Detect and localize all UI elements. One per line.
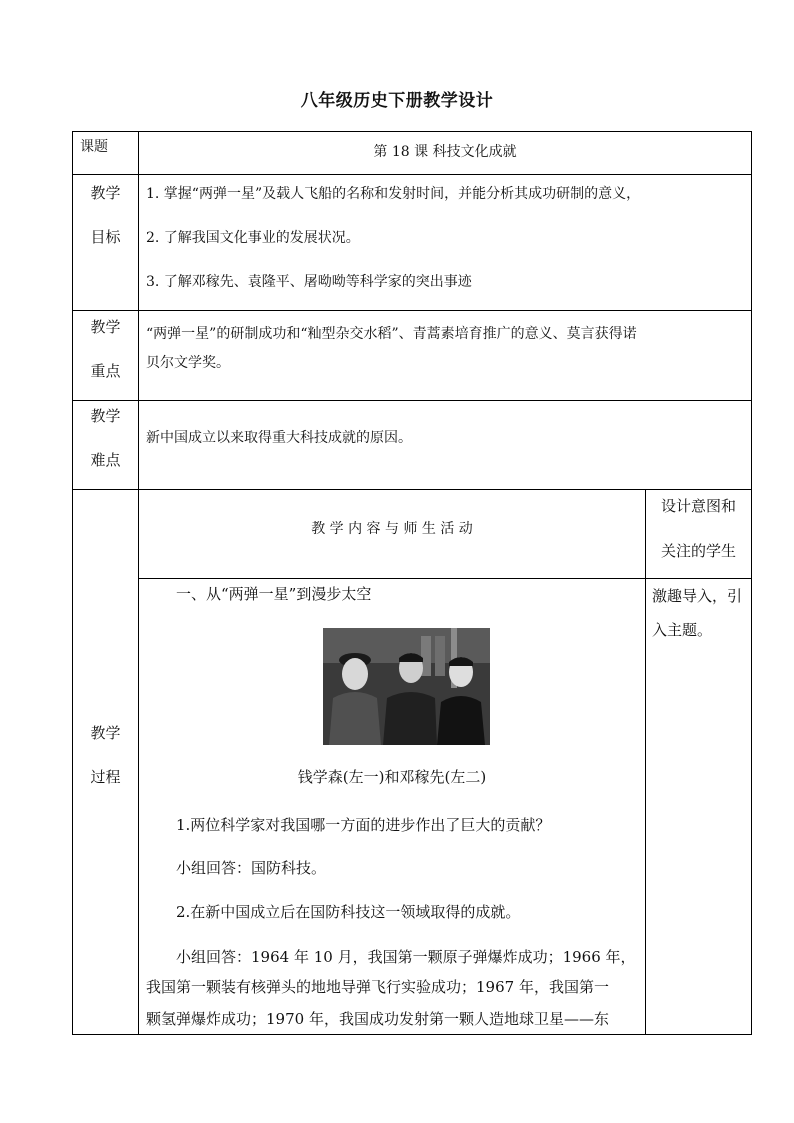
table-border-left: [72, 131, 73, 1035]
process-label-1: 教学: [90, 724, 121, 742]
document-title: 八年级历史下册教学设计: [300, 91, 494, 111]
table-row-divider: [72, 174, 752, 175]
scientists-photo-image: [323, 628, 490, 745]
topic-value: 第 18 课 科技文化成就: [373, 144, 517, 160]
goals-label-1: 教学: [90, 184, 121, 202]
answer-1: 小组回答：国防科技。: [176, 859, 327, 877]
goals-label-2: 目标: [90, 228, 121, 246]
difficulty-label-2: 难点: [90, 451, 121, 469]
table-row-divider: [72, 489, 752, 490]
difficulty-label-1: 教学: [90, 407, 121, 425]
table-row-divider: [72, 310, 752, 311]
table-border-bottom: [72, 1034, 752, 1035]
key-text-line-1: “两弹一星”的研制成功和“籼型杂交水稻”、青蒿素培育推广的意义、莫言获得诺: [146, 326, 637, 342]
goal-item-2: 2. 了解我国文化事业的发展状况。: [146, 230, 360, 246]
photo-caption: 钱学森(左一)和邓稼先(左二): [297, 768, 487, 786]
process-header-side-1: 设计意图和: [660, 497, 736, 515]
difficulty-text: 新中国成立以来取得重大科技成就的原因。: [146, 430, 412, 446]
scientists-photo: [323, 628, 490, 745]
process-label-2: 过程: [90, 768, 121, 786]
key-label-2: 重点: [90, 362, 121, 380]
goal-item-1: 1. 掌握“两弹一星”及载人飞船的名称和发射时间，并能分析其成功研制的意义，: [146, 186, 641, 202]
topic-label: 课题: [80, 139, 108, 155]
process-header-side-2: 关注的学生: [660, 542, 736, 560]
table-header-divider: [138, 578, 752, 579]
key-text-line-2: 贝尔文学奖。: [146, 355, 230, 371]
side-note-2: 入主题。: [652, 621, 713, 639]
key-label-1: 教学: [90, 318, 121, 336]
question-1: 1.两位科学家对我国哪一方面的进步作出了巨大的贡献？: [176, 816, 551, 834]
goal-item-3: 3. 了解邓稼先、袁隆平、屠呦呦等科学家的突出事迹: [146, 274, 472, 290]
side-note-1: 激趣导入，引: [652, 587, 743, 605]
answer-2-line-1: 小组回答：1964 年 10 月，我国第一颗原子弹爆炸成功；1966 年，: [176, 948, 636, 966]
process-header-main: 教 学 内 容 与 师 生 活 动: [311, 521, 473, 537]
table-border-right: [751, 131, 752, 1035]
answer-2-line-3: 颗氢弹爆炸成功；1970 年，我国成功发射第一颗人造地球卫星——东: [146, 1010, 609, 1028]
answer-2-line-2: 我国第一颗装有核弹头的地地导弹飞行实验成功；1967 年，我国第一: [146, 978, 609, 996]
table-label-column-divider: [138, 131, 139, 1035]
question-2: 2.在新中国成立后在国防科技这一领域取得的成就。: [176, 903, 521, 921]
table-border-top: [72, 131, 752, 132]
section-title: 一、从“两弹一星”到漫步太空: [176, 585, 372, 603]
table-row-divider: [72, 400, 752, 401]
